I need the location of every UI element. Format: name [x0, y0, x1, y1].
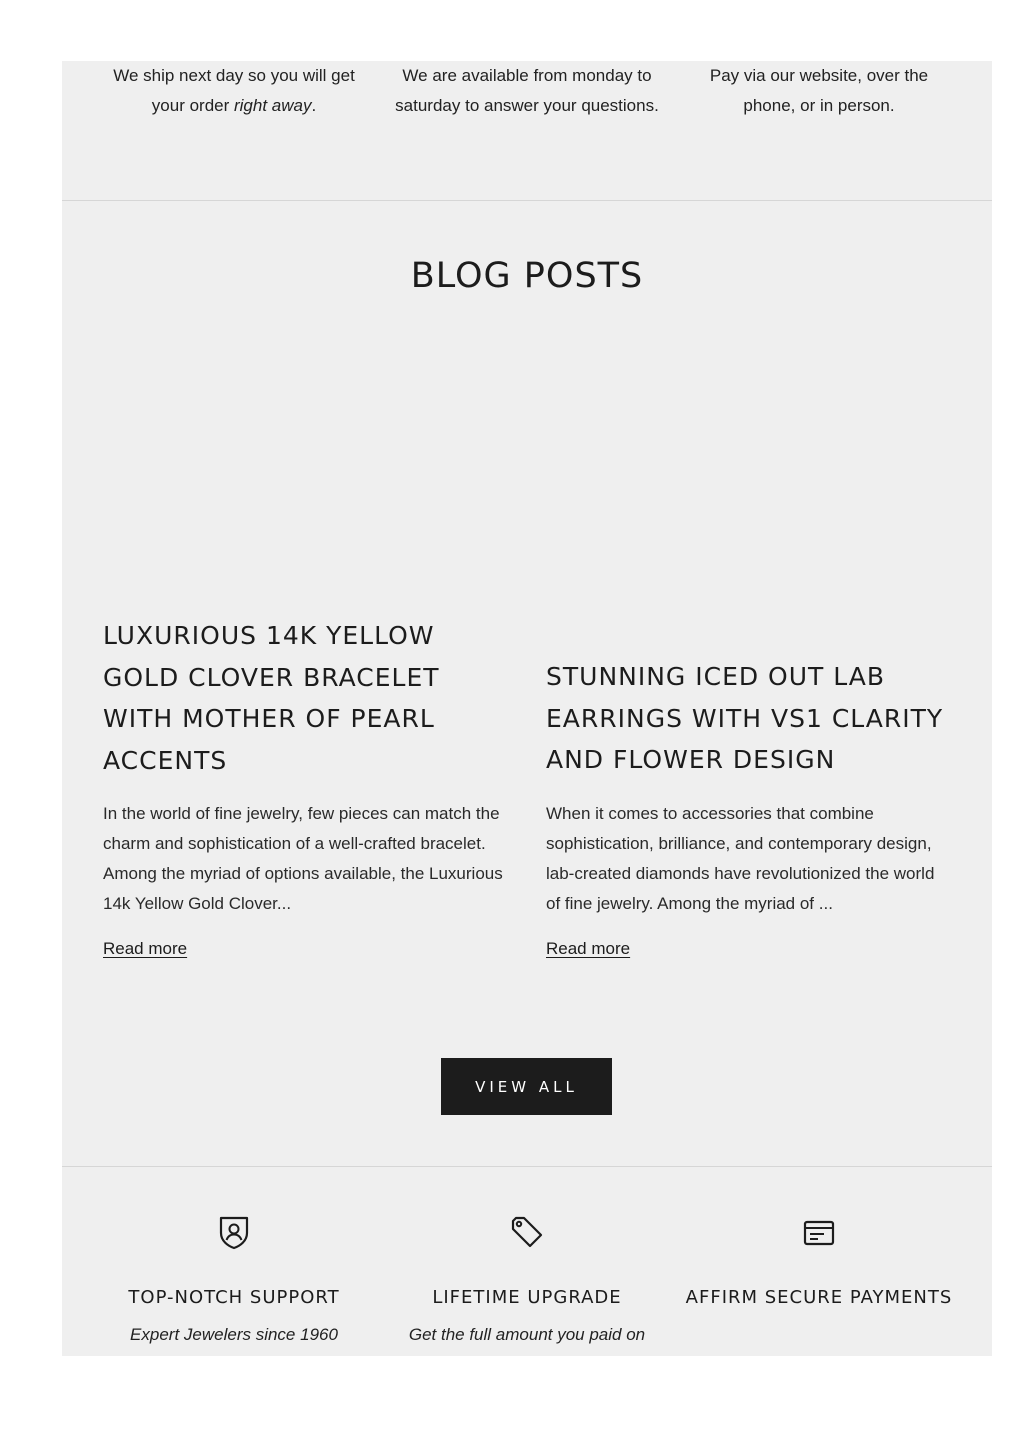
feature-availability-text: We are available from monday to saturday to answer your questions.: [395, 66, 659, 115]
feature-upgrade-subtitle: Get the full amount you paid on: [408, 1325, 646, 1344]
shield-user-icon: [218, 1215, 250, 1251]
feature-shipping-tail: .: [311, 96, 317, 115]
features-bottom-row: [62, 1166, 992, 1356]
price-tag-icon: [511, 1215, 543, 1251]
feature-shipping: [100, 61, 368, 121]
blog-post-card: [546, 656, 946, 959]
credit-card-icon: [803, 1215, 835, 1251]
feature-payments-title: AFFIRM SECURE PAYMENTS: [685, 1287, 953, 1308]
feature-shipping-text: We ship next day so you will get your order: [113, 66, 355, 115]
feature-payment: [685, 61, 953, 121]
blog-post-title[interactable]: STUNNING ICED OUT LAB EARRINGS WITH VS1 CLARITY AND FLOWER DESIGN: [546, 662, 944, 774]
blog-post-excerpt: In the world of fine jewelry, few pieces can match the charm and sophistication of a well-crafted bracelet. Among the myriad of options available, the Luxurious 14k Yellow Gold Clover...: [103, 804, 503, 913]
features-top-row: [62, 61, 992, 201]
feature-upgrade-title: LIFETIME UPGRADE: [432, 1287, 622, 1308]
feature-support-subtitle: Expert Jewelers since 1960: [130, 1325, 338, 1344]
feature-shipping-emphasis: right away: [233, 96, 312, 115]
view-all-button[interactable]: VIEW ALL: [441, 1058, 612, 1115]
blog-post-excerpt: When it comes to accessories that combine sophistication, brilliance, and contemporary design, lab-created diamonds have revolutionized the world of fine jewelry. Among the myriad of ...: [546, 803, 935, 913]
feature-payment-text: Pay via our website, over the phone, or in person.: [709, 66, 929, 115]
feature-availability: [393, 61, 661, 121]
read-more-link[interactable]: Read more: [103, 939, 188, 958]
read-more-link[interactable]: Read more: [546, 938, 631, 958]
page-container: [62, 61, 992, 1356]
blog-post-card: [103, 615, 503, 959]
blog-section-title: BLOG POSTS: [410, 256, 644, 296]
blog-post-title[interactable]: LUXURIOUS 14K YELLOW GOLD CLOVER BRACELET WITH MOTHER OF PEARL ACCENTS: [103, 621, 440, 775]
feature-support-title: TOP-NOTCH SUPPORT: [128, 1287, 340, 1308]
